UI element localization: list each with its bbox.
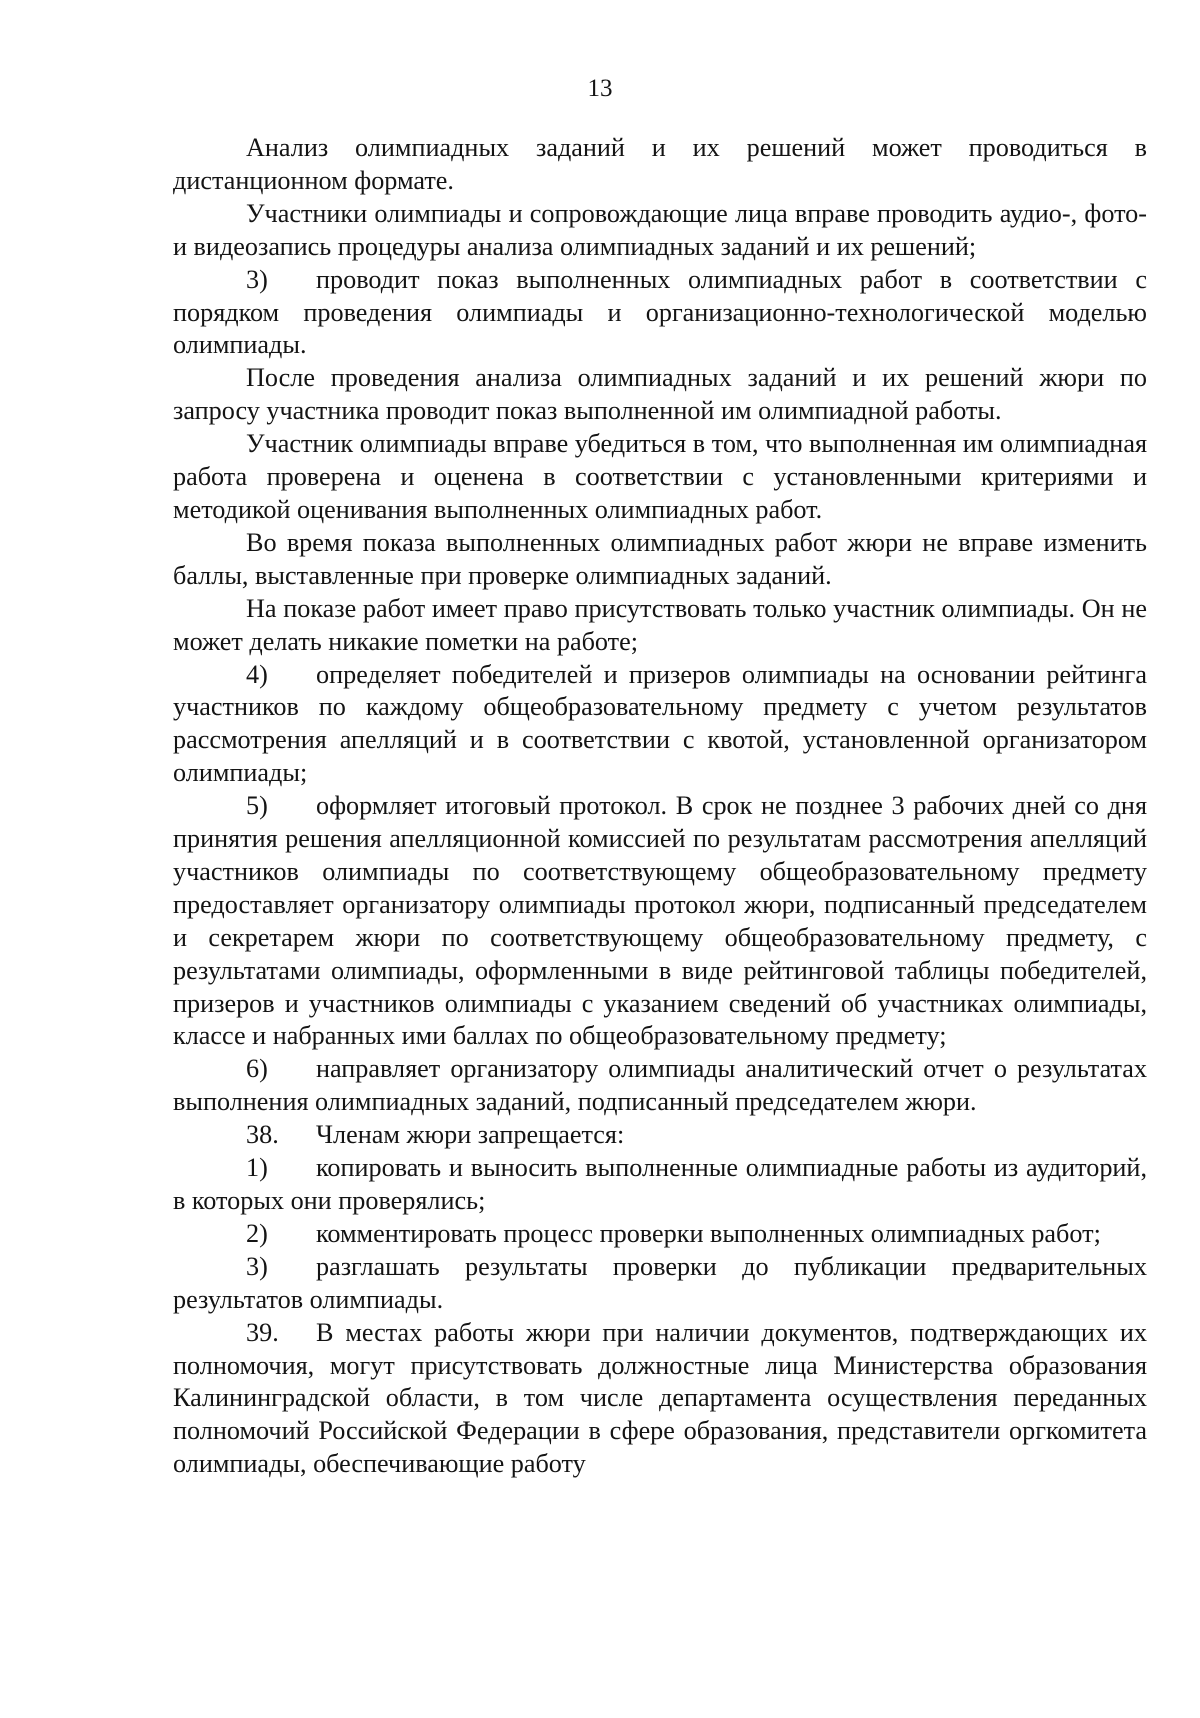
paragraph-text: После проведения анализа олимпиадных заданий и их решений жюри по запросу участника проводит показ выполненной им олимпиадной работы. xyxy=(173,363,1147,426)
paragraph-text: На показе работ имеет право присутствовать только участник олимпиады. Он не может делать никакие пометки на работе; xyxy=(173,593,1147,656)
list-item-4-winners xyxy=(173,659,1147,791)
list-item-6-report xyxy=(173,1053,1147,1119)
page-number: 13 xyxy=(587,75,613,102)
clause-number: 39. xyxy=(246,1317,279,1347)
paragraph-text: В местах работы жюри при наличии документов, подтверждающих их полномочия, могут присутствовать должностные лица Министерства образования Калининградской области, в том числе департамента осуществления переданных полномочий Российской Федерации в сфере образования, представители оргкомитета олимпиады, обеспечивающие работу xyxy=(173,1317,1147,1479)
paragraph-text: Во время показа выполненных олимпиадных работ жюри не вправе изменить баллы, выставленные при проверке олимпиадных заданий. xyxy=(173,527,1147,590)
paragraph-text: Участники олимпиады и сопровождающие лица вправе проводить аудио-, фото- и видеозапись процедуры анализа олимпиадных заданий и их решений; xyxy=(173,198,1147,261)
paragraph-text: проводит показ выполненных олимпиадных работ в соответствии с порядком проведения олимпиады и организационно-технологической моделью олимпиады. xyxy=(173,264,1147,360)
document-body xyxy=(173,132,1147,1481)
paragraph-text: Анализ олимпиадных заданий и их решений может проводиться в дистанционном формате. xyxy=(173,133,1147,195)
list-item-3-show-works xyxy=(173,264,1147,363)
paragraph-text: направляет организатору олимпиады аналитический отчет о результатах выполнения олимпиадных заданий, подписанный председателем жюри. xyxy=(173,1054,1147,1117)
item-number: 3) xyxy=(246,1251,268,1281)
paragraph-text: разглашать результаты проверки до публикации предварительных результатов олимпиады. xyxy=(173,1251,1147,1314)
item-number: 4) xyxy=(246,659,268,689)
paragraph-only-participant xyxy=(173,593,1147,659)
paragraph-recording-rights xyxy=(173,198,1147,264)
paragraph-text: Участник олимпиады вправе убедиться в том, что выполненная им олимпиадная работа проверена и оценена в соответствии с установленными критериями и методикой оценивания выполненных олимпиадных работ. xyxy=(173,429,1147,524)
list-item-1-copy xyxy=(173,1152,1147,1218)
item-number: 5) xyxy=(246,791,268,821)
item-number: 2) xyxy=(246,1218,268,1248)
clause-number: 38. xyxy=(246,1120,279,1150)
paragraph-text: копировать и выносить выполненные олимпиадные работы из аудиторий, в которых они проверялись; xyxy=(173,1153,1147,1215)
paragraph-text: комментировать процесс проверки выполненных олимпиадных работ; xyxy=(316,1218,1101,1248)
clause-39-officials xyxy=(173,1317,1147,1482)
paragraph-participant-verify xyxy=(173,428,1147,527)
paragraph-show-on-request xyxy=(173,362,1147,428)
item-number: 3) xyxy=(246,264,268,294)
list-item-2-comment xyxy=(173,1218,1147,1251)
list-item-5-protocol xyxy=(173,790,1147,1053)
clause-38-heading xyxy=(173,1119,1147,1152)
item-number: 1) xyxy=(246,1153,268,1183)
paragraph-no-score-change xyxy=(173,527,1147,593)
paragraph-text: Членам жюри запрещается: xyxy=(316,1120,625,1150)
paragraph-analysis-format xyxy=(173,132,1147,198)
paragraph-text: определяет победителей и призеров олимпиады на основании рейтинга участников по каждому общеобразовательному предмету с учетом результатов рассмотрения апелляций и в соответствии с квотой, установленной организатором олимпиады; xyxy=(173,659,1147,788)
item-number: 6) xyxy=(246,1054,268,1084)
paragraph-text: оформляет итоговый протокол. В срок не позднее 3 рабочих дней со дня принятия решения апелляционной комиссией по результатам рассмотрения апелляций участников олимпиады по соответствующему общеобразовательному предмету предоставляет организатору олимпиады протокол жюри, подписанный председателем и секретарем жюри по соответствующему общеобразовательному предмету, с результатами олимпиады, оформленными в виде рейтинговой таблицы победителей, призеров и участников олимпиады с указанием сведений об участниках олимпиады, классе и набранных ими баллах по общеобразовательному предмету; xyxy=(173,791,1147,1051)
list-item-3-disclose xyxy=(173,1251,1147,1317)
